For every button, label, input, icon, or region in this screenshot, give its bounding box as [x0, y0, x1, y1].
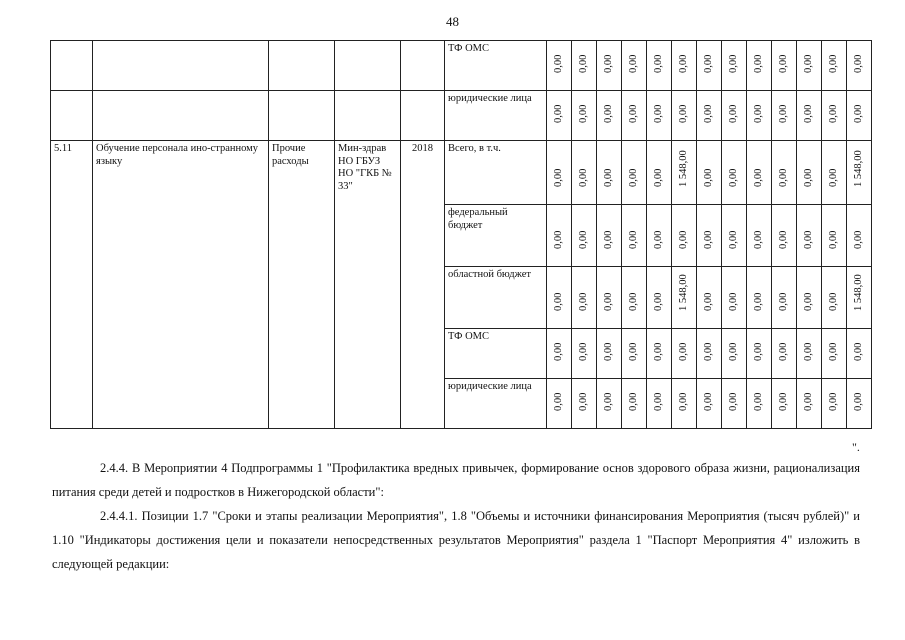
value-cell	[572, 379, 597, 429]
value-cell	[597, 91, 622, 141]
cell-value: 0,00	[628, 392, 639, 411]
cell-value: 0,00	[603, 168, 614, 187]
funding-source-label: юридические лица	[445, 91, 547, 141]
paragraph-2-4-4: 2.4.4. В Мероприятии 4 Подпрограммы 1 "Профилактика вредных привычек, формирование основ здорового образа жизни, рационализация питания среди детей и подростков в Нижегородской области":	[52, 461, 860, 499]
value-cell	[697, 141, 722, 205]
cell-value: 0,00	[653, 392, 664, 411]
cell-value: 0,00	[753, 230, 764, 249]
value-cell	[672, 329, 697, 379]
cell-value: 0,00	[553, 54, 564, 73]
value-cell	[772, 141, 797, 205]
cell-value: 0,00	[778, 342, 789, 361]
item-name: Обучение персонала ино-странному языку	[93, 141, 269, 429]
cell-value: 0,00	[853, 230, 864, 249]
value-cell	[572, 205, 597, 267]
value-cell	[697, 41, 722, 91]
value-cell	[722, 267, 747, 329]
value-cell	[747, 141, 772, 205]
cell-value: 0,00	[828, 392, 839, 411]
cell-value: 0,00	[603, 292, 614, 311]
value-cell	[822, 329, 847, 379]
closing-quote: ".	[852, 440, 860, 454]
cell-value: 0,00	[753, 104, 764, 123]
empty-cell	[93, 91, 269, 141]
paragraph-2-4-4-1: 2.4.4.1. Позиции 1.7 "Сроки и этапы реализации Мероприятия", 1.8 "Объемы и источники финансирования Мероприятия (тысяч рублей)" и 1.10 "Индикаторы достижения цели и показатели непосредственных результатов Мероприятия" раздела 1 "Паспорт Мероприятия 4" изложить в следующей редакции:	[52, 509, 860, 571]
cell-value: 0,00	[828, 104, 839, 123]
value-cell	[572, 91, 597, 141]
table-row	[51, 141, 872, 205]
value-cell	[572, 41, 597, 91]
value-cell	[597, 379, 622, 429]
value-cell	[797, 141, 822, 205]
cell-value: 0,00	[828, 342, 839, 361]
cell-value: 0,00	[778, 230, 789, 249]
cell-value: 0,00	[628, 342, 639, 361]
value-cell	[797, 41, 822, 91]
cell-value: 0,00	[578, 54, 589, 73]
cell-value: 0,00	[828, 230, 839, 249]
cell-value: 0,00	[603, 104, 614, 123]
cell-value: 0,00	[553, 292, 564, 311]
cell-value: 0,00	[603, 392, 614, 411]
cell-value: 0,00	[703, 230, 714, 249]
table-body	[51, 41, 872, 429]
value-cell	[847, 379, 872, 429]
cell-value: 0,00	[853, 54, 864, 73]
cell-value: 0,00	[628, 230, 639, 249]
value-cell	[847, 205, 872, 267]
value-cell	[847, 267, 872, 329]
cell-value: 0,00	[828, 54, 839, 73]
cell-value: 0,00	[778, 392, 789, 411]
value-cell	[647, 267, 672, 329]
value-cell	[797, 205, 822, 267]
cell-value: 0,00	[803, 104, 814, 123]
value-cell	[622, 141, 647, 205]
cell-value: 1 548,00	[678, 273, 689, 311]
cell-value: 0,00	[728, 392, 739, 411]
value-cell	[797, 91, 822, 141]
cell-value: 0,00	[853, 104, 864, 123]
value-cell	[772, 379, 797, 429]
cell-value: 0,00	[578, 292, 589, 311]
empty-cell	[51, 91, 93, 141]
value-cell	[697, 267, 722, 329]
cell-value: 0,00	[728, 342, 739, 361]
value-cell	[847, 41, 872, 91]
page-number: 48	[446, 14, 459, 29]
value-cell	[822, 205, 847, 267]
value-cell	[547, 329, 572, 379]
funding-source-label: областной бюджет	[445, 267, 547, 329]
financing-table	[50, 40, 872, 429]
value-cell	[772, 329, 797, 379]
cell-value: 0,00	[703, 104, 714, 123]
cell-value: 0,00	[603, 342, 614, 361]
value-cell	[647, 329, 672, 379]
value-cell	[647, 379, 672, 429]
empty-cell	[51, 41, 93, 91]
cell-value: 0,00	[578, 104, 589, 123]
value-cell	[747, 41, 772, 91]
value-cell	[747, 91, 772, 141]
cell-value: 0,00	[703, 342, 714, 361]
cell-value: 0,00	[553, 104, 564, 123]
value-cell	[597, 41, 622, 91]
cell-value: 0,00	[703, 292, 714, 311]
cell-value: 0,00	[803, 392, 814, 411]
cell-value: 0,00	[578, 230, 589, 249]
value-cell	[847, 91, 872, 141]
cell-value: 0,00	[728, 292, 739, 311]
funding-source-label: ТФ ОМС	[445, 329, 547, 379]
value-cell	[572, 141, 597, 205]
cell-value: 0,00	[603, 54, 614, 73]
cell-value: 0,00	[628, 104, 639, 123]
value-cell	[797, 267, 822, 329]
cell-value: 0,00	[728, 230, 739, 249]
value-cell	[622, 379, 647, 429]
cell-value: 0,00	[803, 54, 814, 73]
cell-value: 0,00	[828, 168, 839, 187]
value-cell	[672, 41, 697, 91]
cell-value: 0,00	[553, 168, 564, 187]
value-cell	[697, 329, 722, 379]
cell-value: 0,00	[778, 104, 789, 123]
value-cell	[597, 205, 622, 267]
item-expense-type: Прочие расходы	[269, 141, 335, 429]
cell-value: 0,00	[678, 230, 689, 249]
cell-value: 0,00	[728, 54, 739, 73]
value-cell	[597, 141, 622, 205]
value-cell	[547, 141, 572, 205]
value-cell	[697, 91, 722, 141]
funding-source-label: Всего, в т.ч.	[445, 141, 547, 205]
cell-value: 0,00	[803, 342, 814, 361]
value-cell	[772, 267, 797, 329]
item-executor: Мин-здрав НО ГБУЗ НО "ГКБ № 33"	[335, 141, 401, 429]
empty-cell	[335, 41, 401, 91]
cell-value: 0,00	[728, 104, 739, 123]
cell-value: 0,00	[603, 230, 614, 249]
value-cell	[797, 329, 822, 379]
table-row	[51, 41, 872, 91]
value-cell	[747, 379, 772, 429]
empty-cell	[335, 91, 401, 141]
value-cell	[547, 379, 572, 429]
empty-cell	[269, 91, 335, 141]
cell-value: 0,00	[653, 168, 664, 187]
value-cell	[722, 205, 747, 267]
funding-source-label: федеральный бюджет	[445, 205, 547, 267]
cell-value: 0,00	[753, 54, 764, 73]
value-cell	[597, 267, 622, 329]
cell-value: 0,00	[678, 104, 689, 123]
cell-value: 1 548,00	[853, 273, 864, 311]
value-cell	[747, 329, 772, 379]
cell-value: 0,00	[678, 342, 689, 361]
value-cell	[797, 379, 822, 429]
value-cell	[722, 141, 747, 205]
cell-value: 0,00	[653, 104, 664, 123]
cell-value: 0,00	[703, 392, 714, 411]
value-cell	[547, 41, 572, 91]
value-cell	[672, 379, 697, 429]
cell-value: 0,00	[678, 392, 689, 411]
cell-value: 0,00	[703, 168, 714, 187]
cell-value: 0,00	[578, 392, 589, 411]
cell-value: 0,00	[778, 292, 789, 311]
cell-value: 0,00	[653, 292, 664, 311]
value-cell	[647, 141, 672, 205]
value-cell	[572, 267, 597, 329]
value-cell	[822, 91, 847, 141]
cell-value: 0,00	[753, 292, 764, 311]
cell-value: 0,00	[678, 54, 689, 73]
cell-value: 0,00	[628, 54, 639, 73]
value-cell	[672, 141, 697, 205]
cell-value: 0,00	[803, 292, 814, 311]
cell-value: 0,00	[753, 342, 764, 361]
empty-cell	[269, 41, 335, 91]
value-cell	[647, 91, 672, 141]
value-cell	[672, 205, 697, 267]
cell-value: 0,00	[778, 168, 789, 187]
item-number: 5.11	[51, 141, 93, 429]
cell-value: 0,00	[753, 168, 764, 187]
value-cell	[622, 267, 647, 329]
value-cell	[747, 205, 772, 267]
cell-value: 0,00	[753, 392, 764, 411]
cell-value: 0,00	[628, 168, 639, 187]
value-cell	[622, 205, 647, 267]
cell-value: 0,00	[653, 54, 664, 73]
funding-source-label: ТФ ОМС	[445, 41, 547, 91]
item-year: 2018	[401, 141, 445, 429]
table-row	[51, 91, 872, 141]
cell-value: 1 548,00	[853, 149, 864, 187]
empty-cell	[401, 91, 445, 141]
cell-value: 0,00	[703, 54, 714, 73]
cell-value: 0,00	[653, 230, 664, 249]
value-cell	[547, 91, 572, 141]
value-cell	[822, 267, 847, 329]
value-cell	[672, 91, 697, 141]
cell-value: 0,00	[578, 342, 589, 361]
cell-value: 0,00	[553, 342, 564, 361]
cell-value: 0,00	[728, 168, 739, 187]
cell-value: 1 548,00	[678, 149, 689, 187]
value-cell	[697, 379, 722, 429]
cell-value: 0,00	[778, 54, 789, 73]
value-cell	[822, 379, 847, 429]
value-cell	[747, 267, 772, 329]
cell-value: 0,00	[828, 292, 839, 311]
cell-value: 0,00	[803, 230, 814, 249]
value-cell	[622, 91, 647, 141]
cell-value: 0,00	[653, 342, 664, 361]
cell-value: 0,00	[553, 230, 564, 249]
cell-value: 0,00	[803, 168, 814, 187]
value-cell	[547, 267, 572, 329]
value-cell	[697, 205, 722, 267]
cell-value: 0,00	[628, 292, 639, 311]
value-cell	[722, 379, 747, 429]
value-cell	[847, 141, 872, 205]
empty-cell	[93, 41, 269, 91]
value-cell	[772, 91, 797, 141]
value-cell	[822, 41, 847, 91]
value-cell	[622, 41, 647, 91]
value-cell	[722, 329, 747, 379]
value-cell	[572, 329, 597, 379]
value-cell	[597, 329, 622, 379]
value-cell	[672, 267, 697, 329]
empty-cell	[401, 41, 445, 91]
value-cell	[547, 205, 572, 267]
value-cell	[822, 141, 847, 205]
value-cell	[772, 41, 797, 91]
cell-value: 0,00	[853, 392, 864, 411]
funding-source-label: юридические лица	[445, 379, 547, 429]
value-cell	[772, 205, 797, 267]
value-cell	[722, 91, 747, 141]
value-cell	[647, 41, 672, 91]
cell-value: 0,00	[553, 392, 564, 411]
value-cell	[622, 329, 647, 379]
cell-value: 0,00	[578, 168, 589, 187]
value-cell	[647, 205, 672, 267]
value-cell	[847, 329, 872, 379]
value-cell	[722, 41, 747, 91]
cell-value: 0,00	[853, 342, 864, 361]
